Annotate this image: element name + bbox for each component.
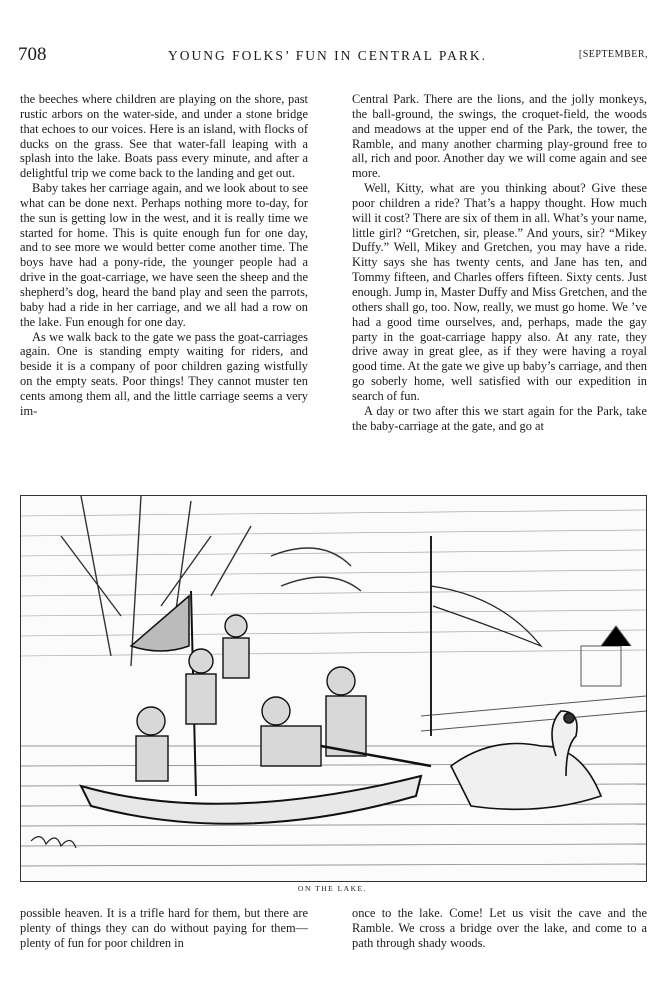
paragraph: Well, Kitty, what are you thinking about? Give these poor children a ride? That’s a happy thought. How much will it cost? There are six of them in all. What’s your name, little girl? “Gretchen, sir, please.” And yours, sir? “Mikey Duffy.” Well, Mikey and Gretchen, you may have a ride. Kitty says she has twenty cents, and Jane has ten, and Tommy fifteen, and Charles offers fifteen. Sixty cents. Just enough. Jump in, Master Duffy and Miss Gretchen, and the others shall go, too. Now, really, we must go home. We ’ve had a good time ourselves, and, perhaps, made the gay party in the goat-carriage happy also. At any rate, they drive away in great glee, as if they were having a royal good time. At the gate we give up baby’s carriage, and then go soberly home, well satisfied with our expedition in search of fun. bbox=[352, 181, 647, 403]
paragraph: As we walk back to the gate we pass the goat-carriages again. One is standing empty waiting for riders, and beside it is a company of poor children gazing wistfully on the empty seats. Poor things! They cannot muster ten cents among them all, and the little carriage seems a very im- bbox=[20, 329, 308, 418]
column-top-left bbox=[20, 92, 308, 419]
page-header bbox=[18, 44, 648, 70]
column-bottom-right bbox=[352, 906, 647, 951]
boat-scene-illustration bbox=[21, 496, 646, 881]
illustration-caption: ON THE LAKE. bbox=[298, 884, 367, 893]
column-bottom-left bbox=[20, 906, 308, 951]
running-month: [SEPTEMBER, bbox=[578, 49, 648, 60]
paragraph: A day or two after this we start again for the Park, take the baby-carriage at the gate, and go at bbox=[352, 403, 647, 433]
paragraph: possible heaven. It is a trifle hard for them, but there are plenty of things they can do without paying for them—plenty of fun for poor children in bbox=[20, 906, 308, 950]
paragraph: Central Park. There are the lions, and the jolly monkeys, the ball-ground, the swings, the croquet-field, the woods and meadows at the upper end of the Park, the tower, the Ramble, and many another charming play-ground free to all, rich and poor. Another day we will come again and see more. bbox=[352, 92, 647, 181]
paragraph: Baby takes her carriage again, and we look about to see what can be done next. Perhaps nothing more to-day, for the sun is getting low in the west, and it is really time we started for home. This is quite enough fun for one day, and to see more we would better come another time. The boys have had a pony-ride, the younger people had a drive in the goat-carriage, we have seen the sheep and the shepherd’s dog, heard the band play and seen the parrots, baby had a ride in her carriage, and we all had a row on the lake. Fun enough for one day. bbox=[20, 181, 308, 329]
paragraph: the beeches where children are playing on the shore, past rustic arbors on the water-side, and under a stone bridge that echoes to our voices. Here is an island, with flocks of ducks on the grass. See that water-fall leaping with a splash into the lake. Boats pass every minute, and after a delightful trip we come back to the landing and get out. bbox=[20, 92, 308, 181]
page-number: 708 bbox=[18, 44, 47, 65]
running-title: YOUNG FOLKS’ FUN IN CENTRAL PARK. bbox=[168, 48, 488, 63]
engraving-boat-on-lake bbox=[20, 495, 647, 882]
paragraph: once to the lake. Come! Let us visit the cave and the Ramble. We cross a bridge over the lake, and come to a path through shady woods. bbox=[352, 906, 647, 950]
column-top-right bbox=[352, 92, 647, 433]
